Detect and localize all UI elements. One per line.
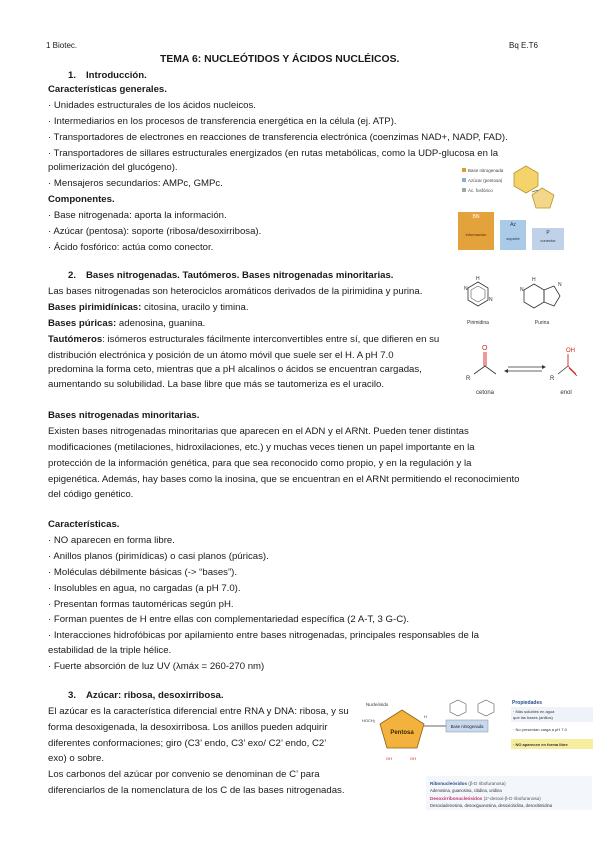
r-group-label: R [550,376,555,382]
pentose-label: Pentosa [390,730,414,736]
hoch2-label: HOCH₂ [362,718,376,723]
pyrimidine-text: citosina, uracilo y timina. [141,302,249,313]
component-item: · Ácido fosfórico: actúa como conector. [48,242,214,253]
tautomer-label: Tautómeros [48,334,103,345]
purine-ring-icon [524,284,544,308]
tautomer-line: aumentando su solubilidad. La base libre que más se tautomeriza es el uracilo. [48,379,384,390]
characteristics-title: Características. [48,519,120,530]
ribonucleosides-list: Adenosina, guanosina, citidina, uridina [430,788,502,793]
property-item: que las bases (anillos) [513,715,553,720]
characteristic-item: · Insolubles en agua, no cargadas (a pH 7.0). [48,583,241,594]
purine-line [48,318,205,330]
tautomer-line: predomina la forma ceto, mientras que a pH alcalinos o ácidos se encuentran cargadas, [48,364,422,375]
tautomer-text: : isómeros estructurales fácilmente interconvertibles entre sí, que difieren en su [102,334,440,345]
oh-label: OH [386,756,392,761]
keto-enol-figure [462,340,580,400]
pyrimidine-caption: Pirimidina [467,320,489,326]
box-label: Az [510,222,516,228]
legend-swatch-icon [462,168,466,172]
bases-intro: Las bases nitrogenadas son heterociclos aromáticos derivados de la pirimidina y purina. [48,286,423,297]
characteristic-item: · Moléculas débilmente básicas (-> “bases”). [48,567,238,578]
property-item: · NO aparecen en forma libre [513,742,568,747]
pyrimidine-label: Bases pirimidínicas: [48,302,142,313]
sugar-line: Los carbonos del azúcar por convenio se denominan de C’ para [48,769,320,780]
h-label: H [424,714,427,719]
general-item: · Transportadores de sillares estructurales energizados (en rutas metabólicas, como la UDP-glucosa en la [48,148,499,159]
nucleoside-label: Nucleósido [366,702,389,707]
sugar-line: diferenciarlos de la nomenclatura de los C de las bases nitrogenadas. [48,785,345,796]
nucleotide-components-figure [458,162,570,254]
legend-swatch-icon [462,188,466,192]
legend-swatch-icon [462,178,466,182]
property-item: · Más solubles en agua [513,709,555,714]
oxygen-label: O [482,345,488,352]
characteristic-item: · Fuerte absorción de luz UV (λmáx = 260-270 nm) [48,661,265,672]
minor-bases-line: epigenética. Además, hay bases como la inosina, que se encuentran en el ARNt permitiendo el reconocimiento [48,474,520,485]
minor-bases-line: del código genético. [48,489,134,500]
components-title: Componentes. [48,194,115,205]
tautomer-line [48,334,439,346]
component-item: · Base nitrogenada: aporta la información. [48,210,227,221]
atom-label: H [532,277,536,283]
nucleoside-structure-icon [478,700,494,716]
general-item: polimerización del glucógeno). [48,162,178,173]
oh-label: OH [410,756,416,761]
properties-title: Propiedades [512,700,543,706]
pentose-icon [380,710,424,748]
box-label: BN [472,214,480,220]
characteristic-item: · Presentan formas tautoméricas según pH. [48,599,234,610]
characteristic-item: · Forman puentes de H entre ellas con complementariedad específica (2 A-T, 3 G-C). [48,614,409,625]
box-caption: conector [540,238,556,243]
box-label: P [546,230,550,236]
section-1-heading: Introducción. [86,70,147,81]
legend-label: Ác. fosfórico [468,188,493,193]
atom-label: H [476,276,480,282]
r-group-label: R [466,376,471,382]
minor-bases-line: Existen bases nitrogenadas minoritarias que aparecen en el ADN y el ARNt. Pueden tener distintas [48,426,469,437]
property-item: · No presentan carga a pH 7.0 [513,727,567,732]
general-title: Características generales. [48,84,167,95]
purine-label: Bases púricas: [48,318,117,329]
keto-caption: cetona [475,390,495,396]
pyrimidine-line [48,302,248,314]
atom-label: N [520,287,524,293]
box-caption: soporte [506,236,520,241]
component-item: · Azúcar (pentosa): soporte (ribosa/desoxirribosa). [48,226,262,237]
section-1-number: 1. [68,70,77,81]
characteristic-item: estabilidad de la triple hélice. [48,645,172,656]
general-item: · Mensajeros secundarios: AMPc, GMPc. [48,178,223,189]
section-3-number: 3. [68,690,77,701]
desoxirribonucleosides-title: Desoxirribonucleósidos (2'-desoxi-β-D ribofuranosa) [430,796,541,801]
general-item: · Unidades estructurales de los ácidos nucleicos. [48,100,256,111]
legend-label: Base nitrogenada [468,168,504,173]
section-3-heading: Azúcar: ribosa, desoxirribosa. [86,690,224,701]
ribonucleosides-title: Ribonucleósidos (β-D ribofuranosa) [430,781,506,786]
nucleoside-structure-icon [450,700,466,716]
characteristic-item: · NO aparecen en forma libre. [48,535,175,546]
atom-label: N [558,282,562,288]
pyrimidine-purine-figure [462,274,572,330]
purine-caption: Purina [534,320,550,326]
desoxirribonucleosides-list: Desoxiadenosina, desoxiguanosina, desoxicitidina, desoxitimidina [430,803,553,808]
header-left: 1 Biotec. [46,41,78,50]
box-caption: información [465,232,487,237]
header-right: Bq E.T6 [509,41,538,50]
general-item: · Transportadores de electrones en reacciones de transferencia electrónica (coenzimas NAD+, NADP, FAD). [48,132,508,143]
characteristic-item: · Interacciones hidrofóbicas por apilamiento entre bases nitrogenadas, principales responsables de la [48,630,479,641]
enol-caption: enol [560,390,572,396]
hydroxyl-label: OH [566,348,575,354]
tautomer-line: distribución electrónica y posición de un átomo móvil que suele ser el H. A pH 7.0 [48,350,394,361]
page-title: TEMA 6: NUCLEÓTIDOS Y ÁCIDOS NUCLÉICOS. [160,54,400,65]
purine-text: adenosina, guanina. [116,318,206,329]
sugar-line: diferentes conformaciones; giro (C3’ endo, C3’ exo/ C2’ endo, C2’ [48,738,327,749]
minor-bases-line: modificaciones (metilaciones, hidroxilaciones, etc.) y muchas veces tienen un papel importante en la [48,442,475,453]
minor-bases-title: Bases nitrogenadas minoritarias. [48,410,200,421]
section-2-heading: Bases nitrogenadas. Tautómeros. Bases nitrogenadas minoritarias. [86,270,394,281]
legend-label: Azúcar (pentosa) [468,178,503,183]
section-2-number: 2. [68,270,77,281]
nucleoside-figure [362,694,594,812]
minor-bases-line: protección de la información genética, para que sea reconocido como propio, y en la regulación y la [48,458,472,469]
sugar-line: exo) o sobre. [48,753,104,764]
atom-label: N [464,286,468,292]
characteristic-item: · Anillos planos (pirimídicas) o casi planos (púricas). [48,551,269,562]
sugar-line: forma desoxigenada, la desoxirribosa. Los anillos pueden adquirir [48,722,328,733]
atom-label: N [489,297,493,303]
general-item: · Intermediarios en los procesos de transferencia energética en la célula (ej. ATP). [48,116,397,127]
sugar-line: El azúcar es la característica diferencial entre RNA y DNA: ribosa, y su [48,706,349,717]
base-box-label: Base nitrogenada [450,724,484,729]
